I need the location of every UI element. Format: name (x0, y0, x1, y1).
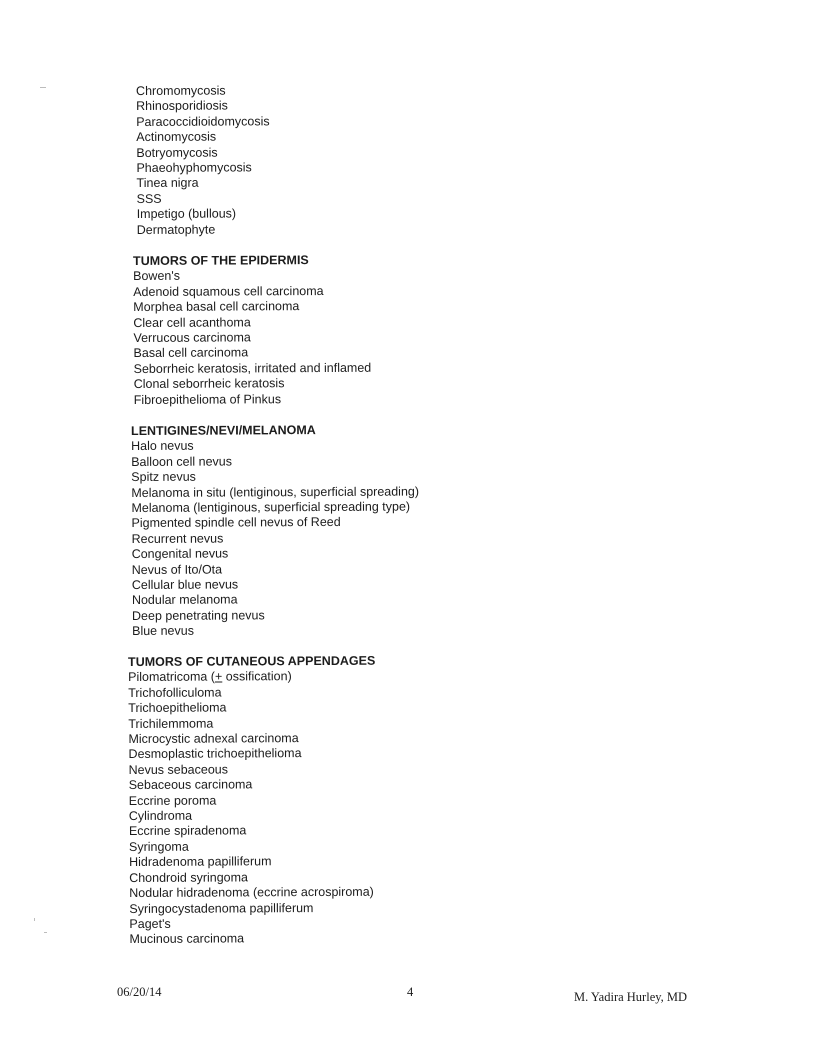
scan-speck (40, 87, 46, 88)
list-item: Cellular blue nevus (131, 577, 239, 593)
list-item: Clear cell acanthoma (133, 315, 251, 330)
list-item: Bowen's (133, 269, 181, 284)
list-item: Eccrine spiradenoma (128, 823, 247, 839)
list-item: Desmoplastic trichoepithelioma (128, 746, 302, 762)
page-number: 4 (407, 985, 414, 999)
list-item-text-tail: ossification) (222, 669, 292, 684)
list-item: Deep penetrating nevus (131, 608, 265, 623)
list-item: Basal cell carcinoma (133, 345, 249, 361)
list-item: Trichofolliculoma (128, 685, 222, 700)
list-item: Chondroid syringoma (129, 870, 249, 885)
list-item: Blue nevus (132, 623, 194, 639)
list-item: Morphea basal cell carcinoma (133, 299, 300, 315)
list-item: Nevus of Ito/Ota (131, 562, 223, 577)
list-item: SSS (136, 191, 162, 206)
list-item: Nodular hidradenoma (eccrine acrospiroma) (129, 884, 374, 901)
list-item: Verrucous carcinoma (133, 330, 251, 346)
list-item: Syringoma (128, 839, 189, 854)
epidermis-tumors-section (133, 251, 634, 408)
melanocytic-lesions-section (131, 421, 632, 639)
scan-speck (44, 932, 47, 933)
appendage-tumors-section (128, 652, 630, 947)
list-item: Sebaceous carcinoma (128, 777, 253, 793)
infection-list-section (136, 81, 637, 238)
scan-speck (34, 918, 35, 921)
list-item: Trichilemmoma (128, 716, 214, 731)
list-item: Paget's (129, 916, 171, 931)
list-item: Rhinosporidiosis (136, 98, 228, 114)
list-item: Melanoma (lentiginous, superficial spreading type) (131, 499, 411, 516)
list-item: Impetigo (bullous) (136, 206, 237, 222)
list-item: Melanoma in situ (lentiginous, superficial spreading) (131, 484, 420, 500)
list-item: Fibroepithelioma of Pinkus (133, 391, 282, 407)
list-item: Adenoid squamous cell carcinoma (133, 283, 324, 299)
list-item: Seborrheic keratosis, irritated and inflamed (133, 360, 372, 376)
list-item-text: Pilomatricoma ( (128, 669, 215, 685)
list-item: Tinea nigra (136, 176, 199, 191)
list-item: Eccrine poroma (128, 793, 217, 808)
list-item: Paracoccidioidomycosis (136, 114, 270, 129)
list-item: Congenital nevus (131, 546, 229, 562)
section-heading: TUMORS OF CUTANEOUS APPENDAGES (128, 653, 376, 669)
list-item: Clonal seborrheic keratosis (133, 376, 285, 392)
plus-minus-symbol: + (214, 669, 223, 684)
list-item: Chromomycosis (136, 83, 226, 98)
list-item: Microcystic adnexal carcinoma (128, 731, 299, 747)
list-item: Balloon cell nevus (131, 454, 232, 469)
list-item: Dermatophyte (136, 222, 216, 237)
list-item: Hidradenoma papilliferum (129, 854, 272, 870)
list-item: Actinomycosis (136, 129, 217, 145)
list-item: Nevus sebaceous (128, 762, 229, 777)
list-item: Syringocystadenoma papilliferum (129, 900, 314, 916)
list-item: Cylindroma (128, 808, 193, 824)
footer-date: 06/20/14 (117, 985, 162, 999)
list-item: Mucinous carcinoma (129, 931, 245, 947)
list-item: Trichoepithelioma (128, 700, 227, 716)
list-item: Nodular melanoma (131, 592, 238, 608)
list-item: Botryomycosis (136, 145, 218, 160)
list-item: Recurrent nevus (131, 531, 224, 546)
list-item: Phaeohyphomycosis (136, 160, 252, 176)
list-item: Spitz nevus (131, 469, 196, 485)
footer-author: M. Yadira Hurley, MD (574, 990, 688, 1004)
section-heading: TUMORS OF THE EPIDERMIS (133, 253, 309, 268)
list-item: Pigmented spindle cell nevus of Reed (131, 515, 341, 531)
section-heading: LENTIGINES/NEVI/MELANOMA (131, 423, 316, 438)
list-item: Halo nevus (131, 439, 194, 454)
